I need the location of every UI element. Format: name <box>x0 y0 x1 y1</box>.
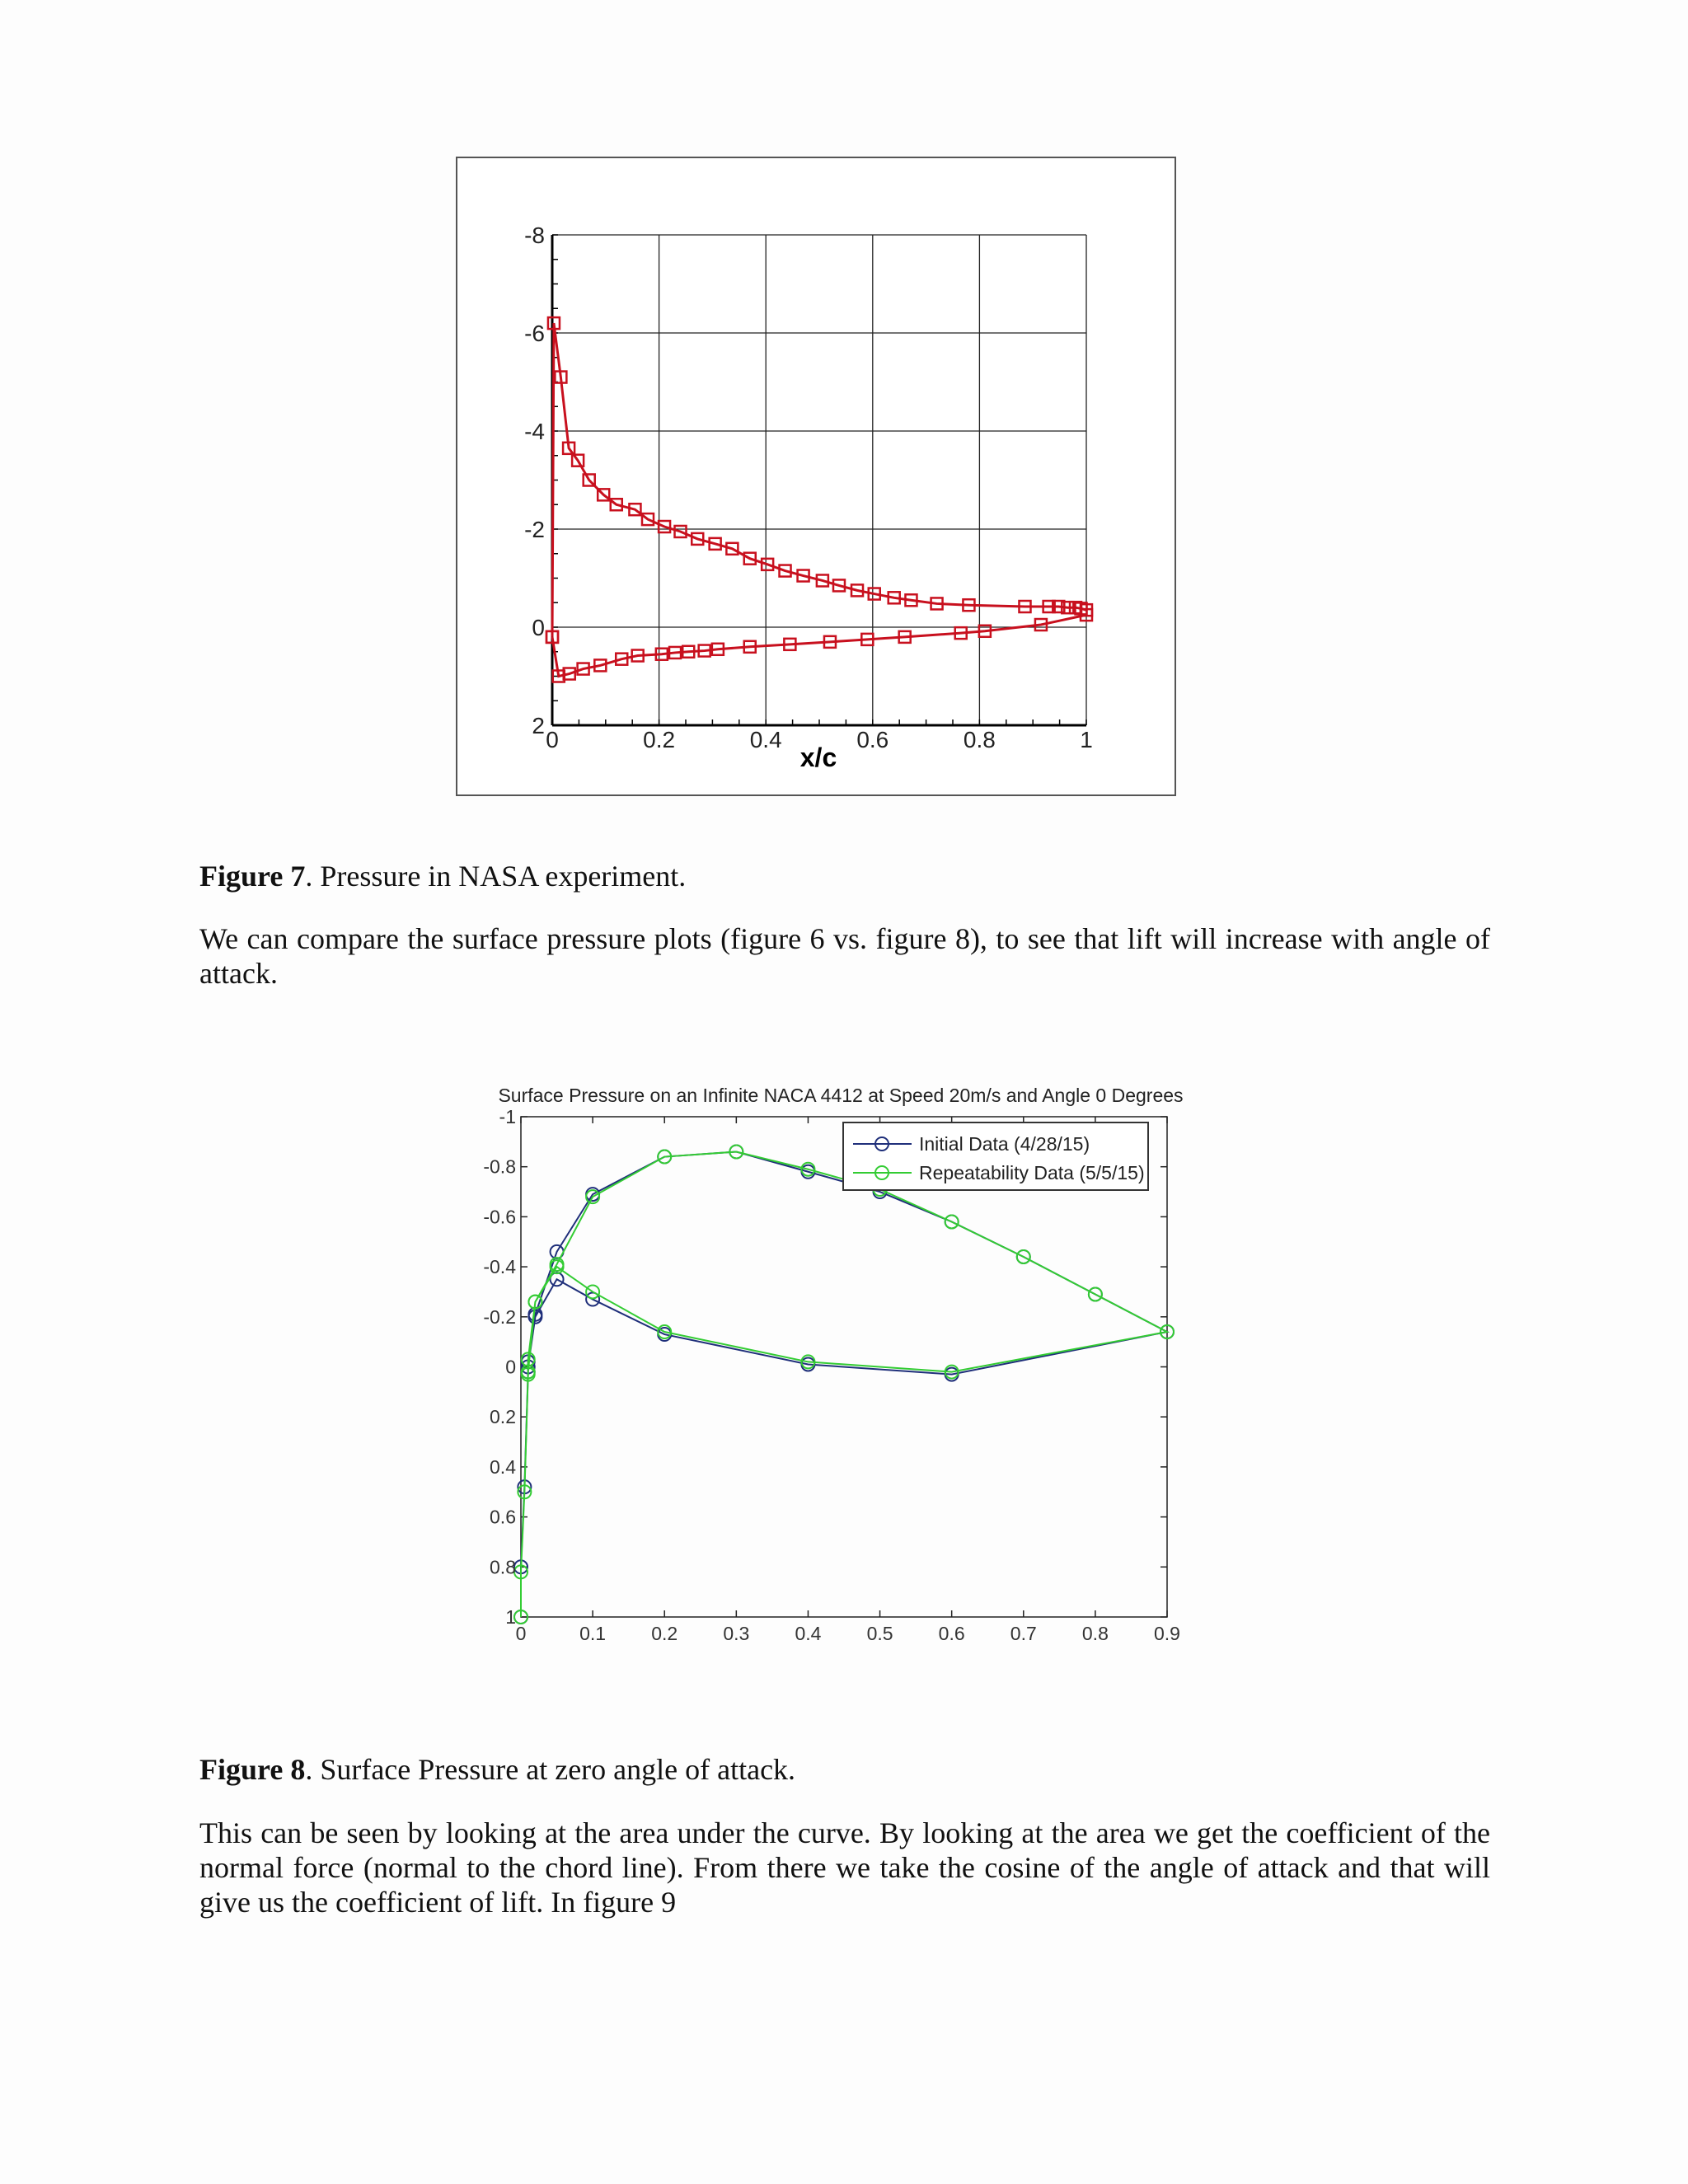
figure-8-legend <box>843 1122 1148 1190</box>
x-tick-label: 0.1 <box>579 1623 607 1644</box>
y-tick-label: 0.6 <box>490 1506 516 1528</box>
x-tick-label: 0.7 <box>1010 1623 1037 1644</box>
x-tick-label: 0.4 <box>795 1623 822 1644</box>
y-tick-label: 0 <box>505 1356 516 1378</box>
y-tick-label: 0.2 <box>490 1406 516 1428</box>
y-tick-label: -0.4 <box>483 1256 516 1278</box>
x-tick-label: 0.8 <box>963 727 996 752</box>
y-tick-label: 0.4 <box>490 1455 516 1478</box>
x-tick-label: 0.3 <box>723 1623 750 1644</box>
y-tick-label: -4 <box>524 419 545 444</box>
x-tick-label: 0.6 <box>938 1623 965 1644</box>
y-tick-label: -2 <box>524 517 545 542</box>
x-tick-label: 0.4 <box>749 727 782 752</box>
legend-label-repeatability: Repeatability Data (5/5/15) <box>919 1162 1145 1183</box>
x-tick-label: 0 <box>515 1623 527 1644</box>
y-tick-label: -1 <box>499 1106 516 1127</box>
figure-8-caption-label: Figure 8 <box>199 1753 306 1786</box>
y-tick-label: -6 <box>524 321 545 346</box>
figure-7-frame <box>457 157 1175 795</box>
figure-8-title: Surface Pressure on an Infinite NACA 4412 at Speed 20m/s and Angle 0 Degrees <box>498 1085 1184 1106</box>
figure-8-series <box>514 1145 1174 1624</box>
y-tick-label: -0.8 <box>483 1155 516 1178</box>
figure-7-caption <box>199 859 1490 893</box>
figure-8-caption <box>199 1752 1490 1787</box>
x-tick-label: 0.9 <box>1154 1623 1180 1644</box>
y-tick-label: -8 <box>524 223 545 248</box>
x-tick-label: 0.5 <box>866 1623 893 1644</box>
paragraph-2: This can be seen by looking at the area under the curve. By looking at the area we get the coefficient of the normal force (normal to the chord line). From there we take the cosine of the angle of attack and that will give us the coefficient of lift. In figure 9 <box>199 1816 1490 1919</box>
y-tick-label: 0 <box>532 615 545 640</box>
paragraph-1: We can compare the surface pressure plots (figure 6 vs. figure 8), to see that lift will increase with angle of attack. <box>199 922 1490 990</box>
y-tick-label: 1 <box>505 1606 516 1628</box>
figure-7-x-axis-label: x/c <box>799 743 837 772</box>
x-tick-label: 0.8 <box>1081 1623 1109 1644</box>
y-tick-label: 2 <box>532 713 545 738</box>
y-tick-label: 0.8 <box>490 1556 516 1578</box>
x-tick-label: 0 <box>546 727 559 752</box>
figure-8-chart <box>462 1071 1203 1665</box>
x-tick-label: 0.6 <box>856 727 889 752</box>
series-line-initial <box>521 1151 1167 1617</box>
series-line-repeatability <box>521 1151 1167 1617</box>
figure-8-caption-text: . Surface Pressure at zero angle of attack. <box>305 1753 796 1786</box>
legend-label-initial: Initial Data (4/28/15) <box>919 1133 1090 1155</box>
figure-7-caption-label: Figure 7 <box>199 860 306 893</box>
x-tick-label: 1 <box>1080 727 1093 752</box>
x-tick-label: 0.2 <box>643 727 676 752</box>
y-tick-label: -0.2 <box>483 1305 516 1328</box>
y-tick-label: -0.6 <box>483 1206 516 1228</box>
figure-7-caption-text: . Pressure in NASA experiment. <box>305 860 687 893</box>
x-tick-label: 0.2 <box>651 1623 678 1644</box>
figure-7-chart <box>456 157 1176 796</box>
